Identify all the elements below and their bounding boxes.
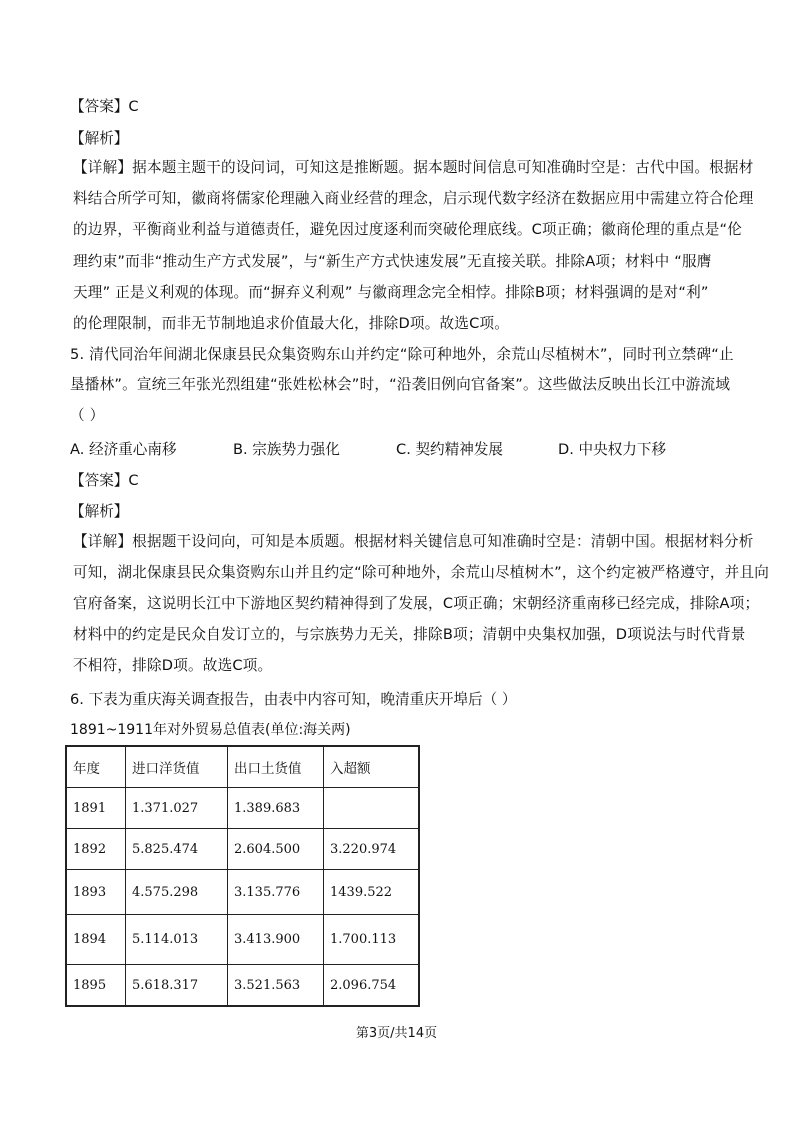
q5-analysis-label: 【解析】 — [70, 503, 129, 520]
table-cell: 1439.522 — [324, 870, 420, 915]
table-cell: 3.220.974 — [324, 829, 420, 870]
q5-detail-line: 可知，湖北保康县民众集资购东山并且约定“除可种地外，余荒山尽植树木”，这个约定被严格遵守，并且向 — [73, 564, 770, 581]
q4-detail-line: 的边界，平衡商业利益与道德责任，避免因过度逐利而突破伦理底线。C项正确；徽商伦理的重点是“伦 — [73, 221, 743, 238]
table-cell: 1.389.683 — [228, 788, 324, 829]
table-row — [66, 965, 419, 1007]
table-header: 出口土货值 — [228, 746, 324, 788]
table-cell: 1892 — [66, 829, 126, 870]
table-cell: 5.618.317 — [126, 965, 228, 1007]
q5-stem-line: 垦播林”。宣统三年张光烈组建“张姓松林会”时，“沿袭旧例向官备案”。这些做法反映出长江中游流域 — [70, 376, 731, 393]
table-row — [66, 870, 419, 915]
q4-analysis-label: 【解析】 — [70, 130, 129, 147]
table-cell: 5.114.013 — [126, 915, 228, 965]
table-cell: 5.825.474 — [126, 829, 228, 870]
trade-table — [65, 745, 420, 1007]
q6-table-title: 1891~1911年对外贸易总值表(单位:海关两) — [70, 722, 351, 738]
q5-stem-line: （ ） — [70, 407, 105, 424]
q5-detail-line: 不相符，排除D项。故选C项。 — [73, 657, 273, 674]
table-cell — [324, 788, 420, 829]
q5-stem-line: 5. 清代同治年间湖北保康县民众集资购东山并约定“除可种地外，余荒山尽植树木”，同时刊立禁碑“止 — [70, 346, 734, 363]
table-cell: 1894 — [66, 915, 126, 965]
table-cell: 3.521.563 — [228, 965, 324, 1007]
table-header: 进口洋货值 — [126, 746, 228, 788]
q5-option-d: D. 中央权力下移 — [558, 441, 667, 458]
table-header-row — [66, 746, 419, 788]
table-header: 年度 — [66, 746, 126, 788]
table-cell: 4.575.298 — [126, 870, 228, 915]
q4-detail-line: 料结合所学可知，徽商将儒家伦理融入商业经营的理念，启示现代数字经济在数据应用中需建立符合伦理 — [73, 190, 754, 207]
q5-option-b: B. 宗族势力强化 — [233, 441, 340, 458]
table-cell: 3.413.900 — [228, 915, 324, 965]
table-cell: 2.604.500 — [228, 829, 324, 870]
table-cell: 1.371.027 — [126, 788, 228, 829]
page-footer: 第3页/共14页 — [355, 1026, 438, 1041]
table-cell: 1893 — [66, 870, 126, 915]
table-header: 入超额 — [324, 746, 420, 788]
q5-answer: 【答案】C — [70, 472, 139, 489]
table-row — [66, 788, 419, 829]
table-cell: 2.096.754 — [324, 965, 420, 1007]
table-cell: 1.700.113 — [324, 915, 420, 965]
table-row — [66, 829, 419, 870]
q5-detail-line: 【详解】根据题干设问向，可知是本质题。根据材料关键信息可知准确时空是：清朝中国。根据材料分析 — [73, 533, 754, 550]
q4-detail-line: 【详解】据本题主题干的设问词，可知这是推断题。据本题时间信息可知准确时空是：古代中国。根据材 — [73, 159, 754, 176]
q4-detail-line: 天理” 正是义利观的体现。而“摒弃义利观” 与徽商理念完全相悖。排除B项；材料强调的是对“利” — [73, 284, 709, 301]
q4-answer: 【答案】C — [70, 98, 139, 115]
q6-stem: 6. 下表为重庆海关调查报告，由表中内容可知，晚清重庆开埠后（ ） — [70, 691, 517, 708]
q5-detail-line: 材料中的约定是民众自发订立的，与宗族势力无关，排除B项；清朝中央集权加强，D项说法与时代背景 — [73, 626, 746, 643]
q4-detail-line: 理约束”而非“推动生产方式发展”，与“新生产方式快速发展”无直接关联。排除A项；材料中 “服膺 — [73, 253, 712, 270]
table-cell: 1891 — [66, 788, 126, 829]
table-row — [66, 915, 419, 965]
q5-option-c: C. 契约精神发展 — [396, 441, 504, 458]
table-cell: 1895 — [66, 965, 126, 1007]
q4-detail-line: 的伦理限制，而非无节制地追求价值最大化，排除D项。故选C项。 — [73, 315, 510, 332]
q5-detail-line: 官府备案，这说明长江中下游地区契约精神得到了发展，C项正确；宋朝经济重南移已经完成，排除A项； — [73, 595, 760, 612]
table-cell: 3.135.776 — [228, 870, 324, 915]
q5-option-a: A. 经济重心南移 — [70, 441, 177, 458]
